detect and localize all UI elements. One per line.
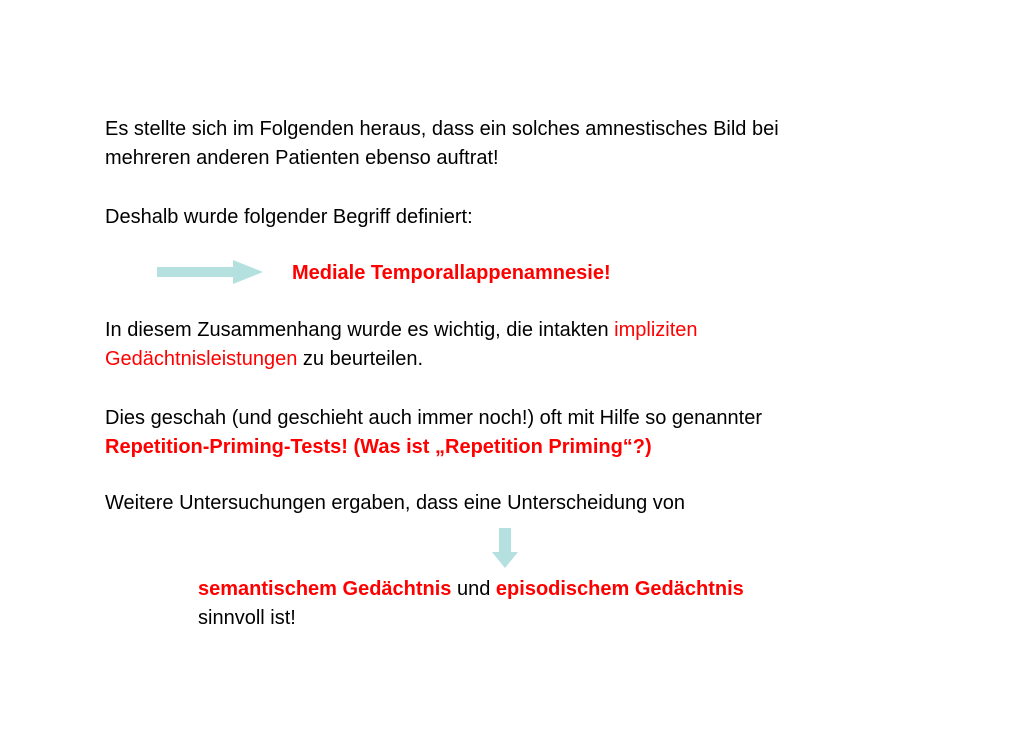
conclusion-connector: und — [451, 578, 496, 600]
conclusion-line-2: sinnvoll ist! — [198, 607, 296, 629]
method-line-2-repetition-priming: Repetition-Priming-Tests! (Was ist „Repetition Priming“?) — [105, 436, 652, 458]
intro-line-2: mehreren anderen Patienten ebenso auftrat! — [105, 147, 499, 169]
definition-intro: Deshalb wurde folgender Begriff definiert: — [105, 206, 473, 228]
term-episodisches-gedaechtnis: episodischem Gedächtnis — [495, 578, 744, 600]
context-line-2-text: zu beurteilen. — [297, 348, 423, 370]
term-mediale-temporallappenamnesie: Mediale Temporallappenamnesie! — [292, 262, 611, 284]
arrow-right-icon — [157, 259, 263, 285]
term-semantisches-gedaechtnis: semantischem Gedächtnis — [198, 578, 452, 600]
arrow-down-icon — [490, 528, 520, 568]
context-line-1-text: In diesem Zusammenhang wurde es wichtig, die intakten — [105, 319, 615, 341]
intro-line-1: Es stellte sich im Folgenden heraus, dass ein solches amnestisches Bild bei — [105, 118, 779, 140]
method-line-1: Dies geschah (und geschieht auch immer noch!) oft mit Hilfe so genannter — [105, 407, 763, 429]
conclusion-line-1 — [198, 577, 744, 601]
context-line-1 — [105, 318, 698, 342]
highlight-impliziten: impliziten — [614, 319, 698, 341]
context-line-2 — [105, 347, 423, 371]
highlight-gedaechtnisleistungen: Gedächtnisleistungen — [105, 348, 298, 370]
findings-line: Weitere Untersuchungen ergaben, dass eine Unterscheidung von — [105, 492, 685, 514]
